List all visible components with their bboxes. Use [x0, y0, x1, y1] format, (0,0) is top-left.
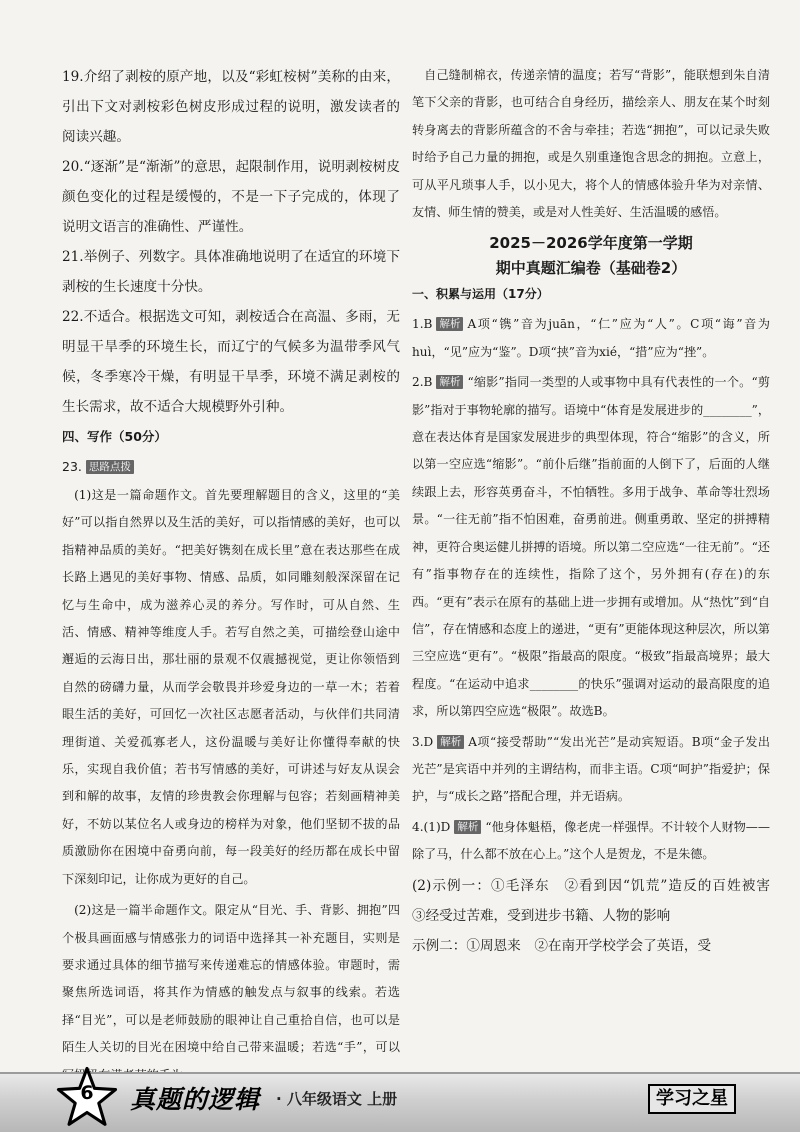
analysis-tag: 解析 [437, 735, 464, 749]
answer-23-continued: 自己缝制棉衣，传递亲情的温度；若写“背影”，能联想到朱自清笔下父亲的背影，也可结合自身经历，描绘亲人、朋友在某个时刻转身离去的背影所蕴含的不舍与牵挂；若选“拥抱”，可以记录失败时给予自己力量的拥抱，或是久别重逢饱含思念的拥抱。立意上，可从平凡琐事人手，以小见大，将个人的情感体验升华为对亲情、友情、师生情的赞美，或是对人性美好、生活温暖的感悟。 [412, 68, 770, 220]
publisher-logo: 学习之星 [648, 1084, 736, 1114]
answer-4-example-2: 示例二：①周恩来 ②在南开学校学会了英语，受 [412, 937, 712, 954]
answer-3-choice: 3.D [412, 734, 434, 749]
answer-23-part2: (2)这是一篇半命题作文。限定从“目光、手、背影、拥抱”四个极具画面感与情感张力的词语中选择其一补充题目，实则是要求通过具体的细节描写来传递难忘的情感体验。审题时，需聚焦所选词语，将其作为情感的触发点与叙事的线索。若选择“目光”，可以是老师鼓励的眼神让自己重拾自信，也可以是陌生人关切的目光在困境中给自己带来温暖；若选“手”，可以 [62, 903, 400, 1055]
answer-2-text: “缩影”指同一类型的人或事物中具有代表性的一个。“剪影”指对于事物轮廓的描写。语境中“体育是发展进步的________”，意在表达体育是国家发展进步的典型体现，符合“缩影”的含义，所以第一空应选“缩影”。“前仆后继”指前面的人倒下了，后面的人继续跟上去，形容英勇奋斗，不怕牺牲。多用于战争、革命等壮烈场景。“一往无前”指不怕困难，奋勇前进。侧重勇敢、坚定的拼搏精神，更符合奥运健儿拼搏的语境。所以第二空应选“一往无前”。“还有”指事物存在的连续性，指除了这个，另外拥有(存在)的东西。“更有”表示在原有的基础上进一步拥有或增加。从“热忱”到“自信”，存在情感和态度上的递进，“更有”更能体现这种层次，所以第三空应选“更有”。“极限”指最高的限度。“极致”指最高境界；最大程度。“在运动中追求________的快乐”强调对运动的最高限度的追求，所以第四空应选“极限”。故选B。 [412, 375, 770, 719]
section-heading-writing: 四、写作（50分） [62, 429, 167, 444]
analysis-tag: 解析 [436, 317, 463, 331]
analysis-tag: 解析 [454, 820, 481, 834]
answer-1-text: A项“镌”音为juān，“仁”应为“人”。C项“诲”音为huì，“见”应为“鉴”。D项“挟”音为xié，“措”应为“挫”。 [412, 317, 770, 359]
left-column [62, 62, 400, 1089]
answer-4 [412, 814, 770, 869]
book-subtitle: · 八年级语文 上册 [276, 1090, 398, 1108]
answer-4-text: “他身体魁梧，像老虎一样强悍。不计较个人财物——除了马，什么都不放在心上。”这个人是贺龙，不是朱德。 [412, 819, 770, 862]
answer-22: 22.不适合。根据选文可知，剥桉适合在高温、多雨，无明显干旱季的环境生长，而辽宁的气候多为温带季风气候，冬季寒冷干燥，有明显干旱季，环境不满足剥桉的生长需求，故不适合大规模野外引种。 [62, 309, 400, 415]
page-number: 6 [80, 1082, 94, 1104]
answer-23-number: 23. [62, 459, 82, 474]
answer-23-header [62, 452, 400, 482]
answer-21: 21.举例子、列数字。具体准确地说明了在适宜的环境下剥桉的生长速度十分快。 [62, 249, 400, 295]
book-brand: 真题的逻辑 [130, 1085, 261, 1114]
exam-title-line2: 期中真题汇编卷（基础卷2） [495, 259, 687, 278]
answer-2-choice: 2.B [412, 375, 433, 390]
answer-23-part1: (1)这是一篇命题作文。首先要理解题目的含义，这里的“美好”可以指自然界以及生活的美好，可以指情感的美好，也可以指精神品质的美好。“把美好镌刻在成长里”意在表达那些在成长路上遇见的美好事物、情感、品质，如同雕刻般深深留在记忆与生命中，成为滋养心灵的养分。写作时，可从自然、生活、情感、精神等维度人手。若写自然之美，可描绘登山途中邂逅的云海日出，那壮丽的景观不仅震撼视觉，更让你领悟到自然的磅礴力量，从而学会敬畏并珍爱身边的一草一木；若着眼生活的美好，可回忆一次社区志愿者活动，与伙伴们共同清理街道、关爱孤寡老人，这份温暖与美好让你懂得奉献的快乐，实现自我价值；若书写情感的美好，可讲述与好友从误会到和解的故事，友情的珍贵教会你理解与包容；若刻画精神美好，不妨以某位名人或身边的榜样为对象，他们坚韧不拔的品质激励你在困境中奋勇向前，每一段美好的经历都在成长中留下深刻印记，让你成为更好的自己。 [62, 488, 400, 886]
analysis-tag: 解析 [436, 375, 463, 389]
answer-3-text: A项“接受帮助”“发出光芒”是动宾短语。B项“金子发出光芒”是宾语中并列的主谓结构，而非主语。C项“呵护”指爱护；保护，与“成长之路”搭配合理，并无语病。 [412, 734, 770, 804]
answer-19: 19.介绍了剥桉的原产地，以及“彩虹桉树”美称的由来，引出下文对剥桉彩色树皮形成过程的说明，激发读者的阅读兴趣。 [62, 69, 400, 145]
answer-4-choice: 4.(1)D [412, 819, 451, 834]
answer-20: 20.“逐渐”是“渐渐”的意思，起限制作用，说明剥桉树皮颜色变化的过程是缓慢的，不是一下子完成的，体现了说明文语言的准确性、严谨性。 [62, 159, 400, 235]
answer-1-choice: 1.B [412, 317, 433, 332]
answer-1 [412, 311, 770, 366]
answer-2 [412, 369, 770, 725]
exam-title-line1: 2025－2026学年度第一学期 [489, 234, 693, 253]
section-heading-accumulation: 一、积累与运用（17分） [412, 287, 549, 302]
right-column [412, 62, 784, 961]
hint-tag: 思路点拨 [86, 460, 134, 474]
answer-4-example-1: (2)示例一：①毛泽东 ②看到因“饥荒”造反的百姓被害 ③经受过苦难，受到进步书籍、人物的影响 [412, 877, 784, 924]
answer-3 [412, 729, 770, 811]
